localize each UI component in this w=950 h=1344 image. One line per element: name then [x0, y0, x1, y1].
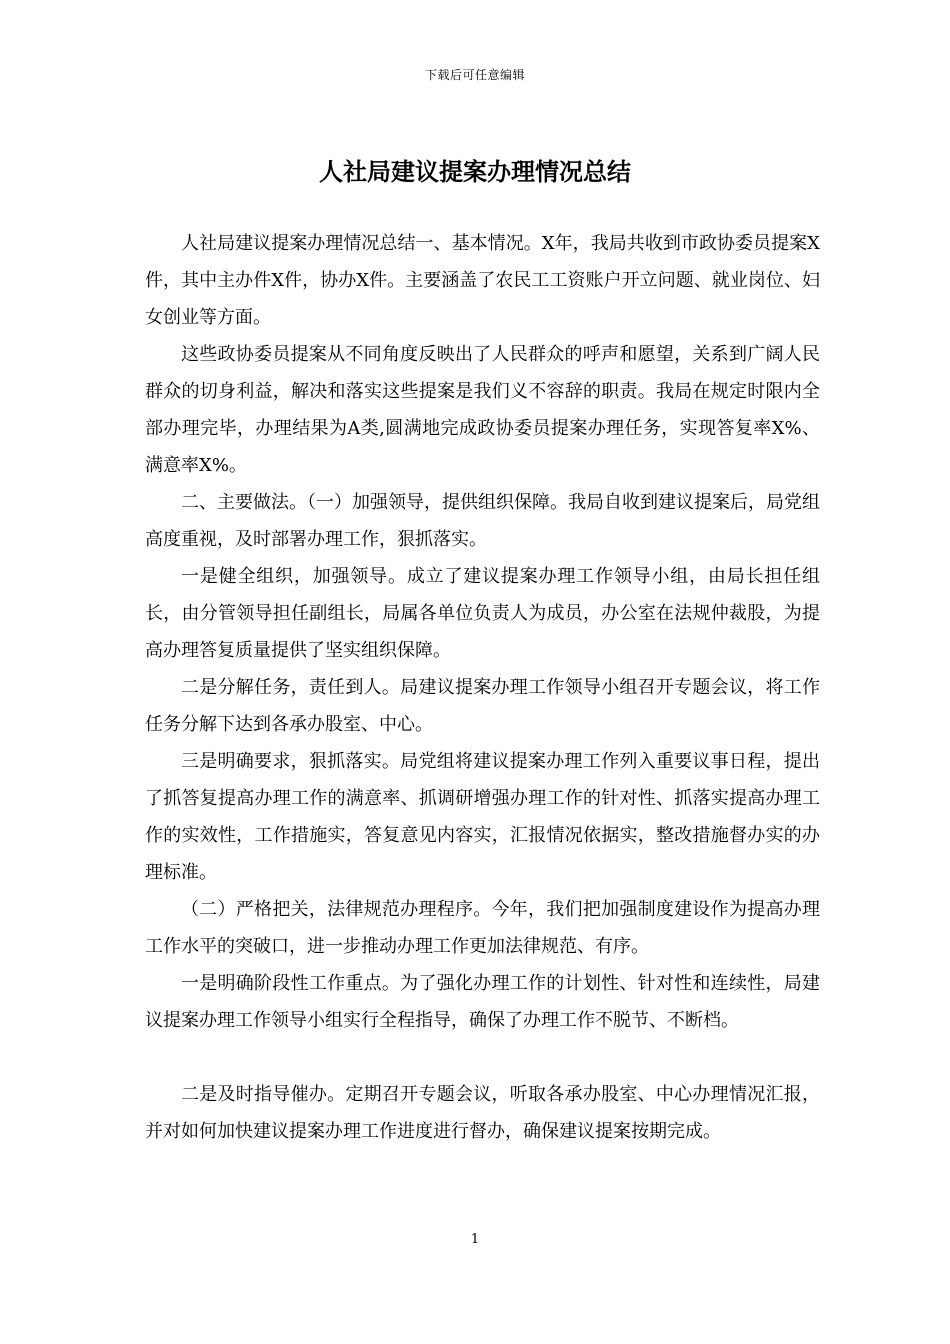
document-title: 人社局建议提案办理情况总结	[319, 158, 631, 186]
paragraph: 二是分解任务，责任到人。局建议提案办理工作领导小组召开专题会议，将工作任务分解下达到各承办股室、中心。	[145, 677, 820, 735]
paragraph: 一是健全组织，加强领导。成立了建议提案办理工作领导小组，由局长担任组长，由分管领导担任副组长，局属各单位负责人为成员，办公室在法规仲裁股，为提高办理答复质量提供了坚实组织保障。	[145, 566, 820, 661]
paragraph: 一是明确阶段性工作重点。为了强化办理工作的计划性、针对性和连续性，局建议提案办理工作领导小组实行全程指导，确保了办理工作不脱节、不断档。	[145, 973, 820, 1031]
header-note: 下载后可任意编辑	[424, 68, 525, 82]
paragraph: 二、主要做法。（一）加强领导，提供组织保障。我局自收到建议提案后，局党组高度重视，及时部署办理工作，狠抓落实。	[145, 492, 820, 550]
paragraph: （二）严格把关，法律规范办理程序。今年，我们把加强制度建设作为提高办理工作水平的突破口，进一步推动办理工作更加法律规范、有序。	[145, 899, 820, 957]
paragraph: 二是及时指导催办。定期召开专题会议，听取各承办股室、中心办理情况汇报，并对如何加快建议提案办理工作进度进行督办，确保建议提案按期完成。	[145, 1084, 820, 1142]
paragraph: 三是明确要求，狠抓落实。局党组将建议提案办理工作列入重要议事日程，提出了抓答复提高办理工作的满意率、抓调研增强办理工作的针对性、抓落实提高办理工作的实效性，工作措施实，答复意见内容实，汇报情况依据实，整改措施督办实的办理标准。	[145, 751, 820, 883]
paragraph: 这些政协委员提案从不同角度反映出了人民群众的呼声和愿望，关系到广阔人民群众的切身利益，解决和落实这些提案是我们义不容辞的职责。我局在规定时限内全部办理完毕，办理结果为A类,圆满地完成政协委员提案办理任务，实现答复率X%、满意率X%。	[145, 344, 820, 476]
document-body	[145, 225, 820, 1150]
page-number: 1	[470, 1232, 480, 1247]
paragraph: 人社局建议提案办理情况总结一、基本情况。X年，我局共收到市政协委员提案X件，其中主办件X件，协办X件。主要涵盖了农民工工资账户开立问题、就业岗位、妇女创业等方面。	[145, 233, 820, 328]
